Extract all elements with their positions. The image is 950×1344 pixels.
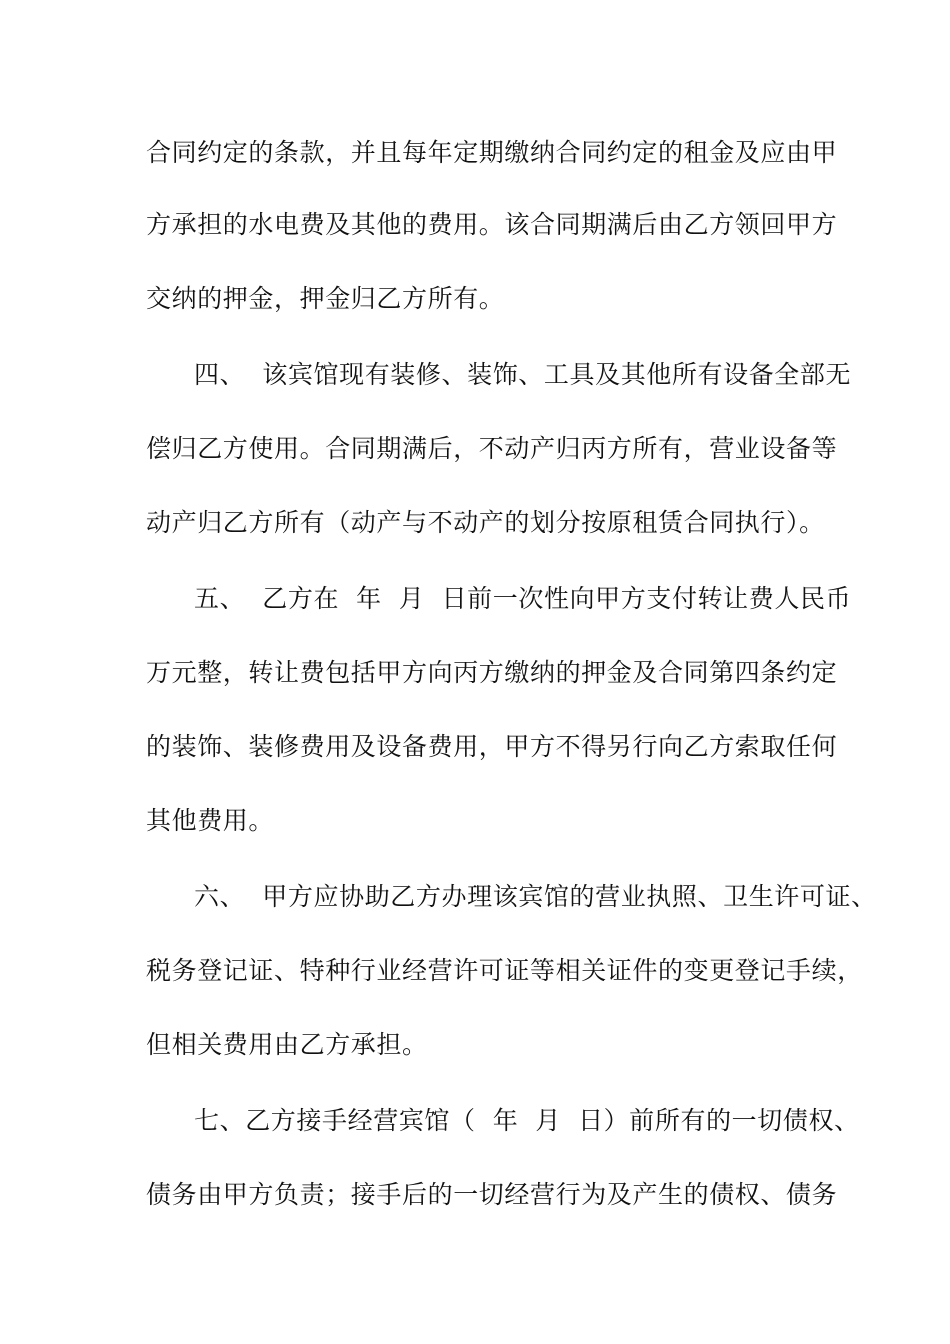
paragraph-line: 但相关费用由乙方承担。: [146, 1030, 428, 1059]
paragraph-line: 合同约定的条款，并且每年定期缴纳合同约定的租金及应由甲: [146, 138, 838, 167]
clause-five-heading-line: 五、 乙方在 年 月 日前一次性向甲方支付转让费人民币: [194, 584, 852, 613]
clause-seven-heading-line: 七、乙方接手经营宾馆（ 年 月 日）前所有的一切债权、: [194, 1106, 860, 1135]
paragraph-line: 动产归乙方所有（动产与不动产的划分按原租赁合同执行）。: [146, 508, 825, 537]
paragraph-line: 债务由甲方负责；接手后的一切经营行为及产生的债权、债务: [146, 1180, 838, 1209]
paragraph-line: 的装饰、装修费用及设备费用，甲方不得另行向乙方索取任何: [146, 732, 838, 761]
paragraph-line: 偿归乙方使用。合同期满后，不动产归丙方所有，营业设备等: [146, 434, 838, 463]
paragraph-line: 其他费用。: [146, 806, 275, 835]
clause-six-heading-line: 六、 甲方应协助乙方办理该宾馆的营业执照、卫生许可证、: [194, 882, 877, 911]
paragraph-line: 方承担的水电费及其他的费用。该合同期满后由乙方领回甲方: [146, 210, 838, 239]
clause-four-heading-line: 四、 该宾馆现有装修、装饰、工具及其他所有设备全部无: [194, 360, 852, 389]
paragraph-line: 税务登记证、特种行业经营许可证等相关证件的变更登记手续，: [146, 956, 863, 985]
paragraph-line: 交纳的押金，押金归乙方所有。: [146, 284, 505, 313]
paragraph-line: 万元整，转让费包括甲方向丙方缴纳的押金及合同第四条约定: [146, 658, 838, 687]
